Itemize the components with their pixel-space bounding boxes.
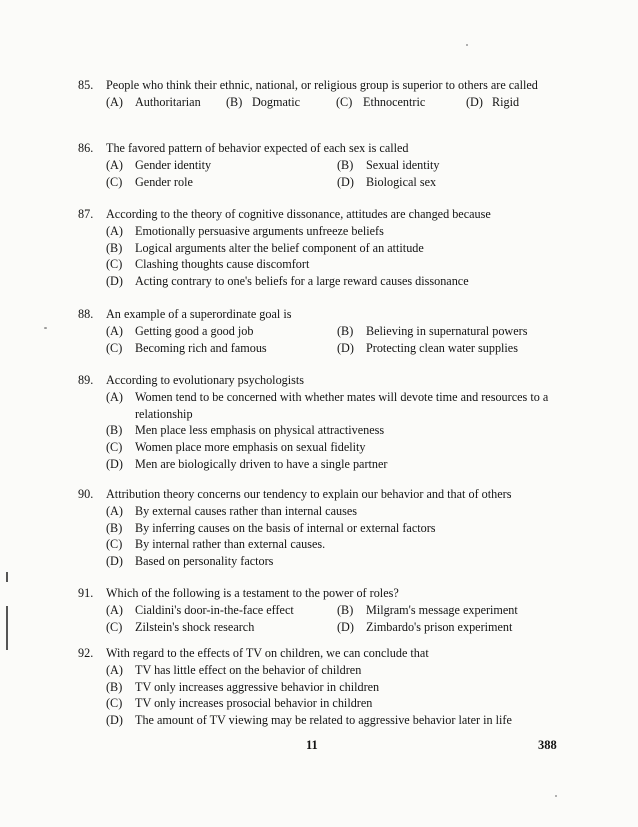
option-c[interactable] xyxy=(106,536,568,553)
question-number: 90. xyxy=(78,487,94,501)
question-number: 85. xyxy=(78,78,94,92)
option-text: Women tend to be concerned with whether mates will devote time and resources to a relationship xyxy=(135,389,549,421)
option-label: (C) xyxy=(106,174,123,189)
option-text: Ethnocentric xyxy=(363,94,426,109)
option-text: Men place less emphasis on physical attractiveness xyxy=(135,423,385,438)
option-c[interactable] xyxy=(106,174,337,191)
question-number: 89. xyxy=(78,373,94,387)
option-text: Based on personality factors xyxy=(135,554,274,569)
option-c[interactable] xyxy=(106,695,568,712)
option-c[interactable] xyxy=(106,340,337,357)
option-text: Believing in supernatural powers xyxy=(366,323,528,338)
option-text: Women place more emphasis on sexual fidelity xyxy=(135,440,366,455)
option-text: Protecting clean water supplies xyxy=(366,340,518,355)
option-text: Zilstein's shock research xyxy=(135,619,255,634)
option-label: (A) xyxy=(106,503,123,518)
option-label: (C) xyxy=(106,257,123,272)
option-label: (A) xyxy=(106,223,123,238)
option-text: Acting contrary to one's beliefs for a large reward causes dissonance xyxy=(135,274,469,289)
option-b[interactable] xyxy=(337,157,439,174)
option-c[interactable] xyxy=(336,94,466,111)
option-c[interactable] xyxy=(106,619,337,636)
option-label: (A) xyxy=(106,389,123,404)
option-d[interactable] xyxy=(466,94,519,111)
option-d[interactable] xyxy=(106,712,568,729)
option-label: (B) xyxy=(106,520,123,535)
option-label: (D) xyxy=(106,554,123,569)
option-label: (C) xyxy=(106,696,123,711)
page-number: 11 xyxy=(306,738,318,752)
option-label: (C) xyxy=(106,619,123,634)
option-a[interactable] xyxy=(106,662,568,679)
scan-mark xyxy=(6,572,8,582)
option-text: TV only increases prosocial behavior in children xyxy=(135,696,373,711)
option-b[interactable] xyxy=(226,94,336,111)
option-label: (D) xyxy=(337,619,354,634)
option-d[interactable] xyxy=(106,273,568,290)
option-text: Emotionally persuasive arguments unfreeze beliefs xyxy=(135,223,384,238)
question-text: The favored pattern of behavior expected of each sex is called xyxy=(106,141,409,155)
option-label: (D) xyxy=(337,340,354,355)
question-text: According to the theory of cognitive dissonance, attitudes are changed because xyxy=(106,207,491,221)
option-d[interactable] xyxy=(337,619,512,636)
scan-mark xyxy=(6,606,8,650)
option-label: (A) xyxy=(106,323,123,338)
option-label: (C) xyxy=(106,340,123,355)
question-text: With regard to the effects of TV on children, we can conclude that xyxy=(106,646,429,660)
option-b[interactable] xyxy=(337,602,518,619)
question-number: 86. xyxy=(78,141,94,155)
option-a[interactable] xyxy=(106,157,337,174)
question-87 xyxy=(78,206,568,290)
option-text: Milgram's message experiment xyxy=(366,602,518,617)
question-90 xyxy=(78,486,568,570)
question-92 xyxy=(78,645,568,729)
option-d[interactable] xyxy=(337,340,518,357)
option-label: (D) xyxy=(106,713,123,728)
question-85 xyxy=(78,77,568,111)
option-d[interactable] xyxy=(106,553,568,570)
option-text: Biological sex xyxy=(366,174,437,189)
option-label: (D) xyxy=(106,456,123,471)
question-number: 91. xyxy=(78,586,94,600)
option-text: TV only increases aggressive behavior in children xyxy=(135,679,380,694)
option-b[interactable] xyxy=(106,240,568,257)
option-a[interactable] xyxy=(106,389,568,423)
options-row xyxy=(106,94,568,111)
option-label: (C) xyxy=(106,537,123,552)
option-text: Cialdini's door-in-the-face effect xyxy=(135,602,294,617)
option-label: (A) xyxy=(106,94,123,109)
option-b[interactable] xyxy=(106,520,568,537)
question-number: 88. xyxy=(78,307,94,321)
option-b[interactable] xyxy=(337,323,527,340)
option-a[interactable] xyxy=(106,503,568,520)
option-text: By external causes rather than internal causes xyxy=(135,503,357,518)
option-c[interactable] xyxy=(106,439,568,456)
question-88 xyxy=(78,306,568,356)
option-label: (A) xyxy=(106,602,123,617)
option-text: Dogmatic xyxy=(252,94,301,109)
option-d[interactable] xyxy=(337,174,436,191)
option-label: (B) xyxy=(106,679,123,694)
question-86 xyxy=(78,140,568,190)
option-a[interactable] xyxy=(106,602,337,619)
option-label: (D) xyxy=(466,94,483,109)
option-text: Logical arguments alter the belief component of an attitude xyxy=(135,240,424,255)
option-b[interactable] xyxy=(106,679,568,696)
scan-speck xyxy=(466,44,468,46)
question-89 xyxy=(78,372,568,473)
option-label: (B) xyxy=(106,240,123,255)
option-label: (A) xyxy=(106,157,123,172)
option-label: (B) xyxy=(337,323,354,338)
option-text: Getting good a good job xyxy=(135,323,254,338)
option-text: Rigid xyxy=(492,94,520,109)
question-91 xyxy=(78,585,568,635)
question-text: Which of the following is a testament to the power of roles? xyxy=(106,586,399,600)
question-text: According to evolutionary psychologists xyxy=(106,373,305,387)
question-number: 92. xyxy=(78,646,94,660)
option-a[interactable] xyxy=(106,323,337,340)
option-a[interactable] xyxy=(106,223,568,240)
option-text: Authoritarian xyxy=(135,94,201,109)
option-text: The amount of TV viewing may be related to aggressive behavior later in life xyxy=(135,713,512,728)
option-label: (B) xyxy=(106,423,123,438)
option-label: (C) xyxy=(106,440,123,455)
option-text: TV has little effect on the behavior of children xyxy=(135,662,362,677)
option-text: By internal rather than external causes. xyxy=(135,537,326,552)
option-label: (A) xyxy=(106,662,123,677)
option-label: (B) xyxy=(226,94,243,109)
question-number: 87. xyxy=(78,207,94,221)
exam-code: 388 xyxy=(538,738,557,752)
scan-speck xyxy=(555,795,557,797)
option-text: By inferring causes on the basis of internal or external factors xyxy=(135,520,436,535)
option-text: Sexual identity xyxy=(366,157,440,172)
option-label: (D) xyxy=(337,174,354,189)
option-a[interactable] xyxy=(106,94,226,111)
option-text: Gender identity xyxy=(135,157,212,172)
option-text: Clashing thoughts cause discomfort xyxy=(135,257,310,272)
option-c[interactable] xyxy=(106,256,568,273)
option-label: (B) xyxy=(337,157,354,172)
option-label: (B) xyxy=(337,602,354,617)
question-text: An example of a superordinate goal is xyxy=(106,307,292,321)
option-text: Becoming rich and famous xyxy=(135,340,267,355)
option-text: Gender role xyxy=(135,174,193,189)
option-label: (D) xyxy=(106,274,123,289)
option-b[interactable] xyxy=(106,422,568,439)
question-text: People who think their ethnic, national, or religious group is superior to others are called xyxy=(106,78,538,92)
option-text: Zimbardo's prison experiment xyxy=(366,619,513,634)
question-text: Attribution theory concerns our tendency to explain our behavior and that of others xyxy=(106,487,512,501)
option-label: (C) xyxy=(336,94,353,109)
option-text: Men are biologically driven to have a single partner xyxy=(135,456,388,471)
option-d[interactable] xyxy=(106,456,568,473)
scan-speck xyxy=(44,327,47,329)
